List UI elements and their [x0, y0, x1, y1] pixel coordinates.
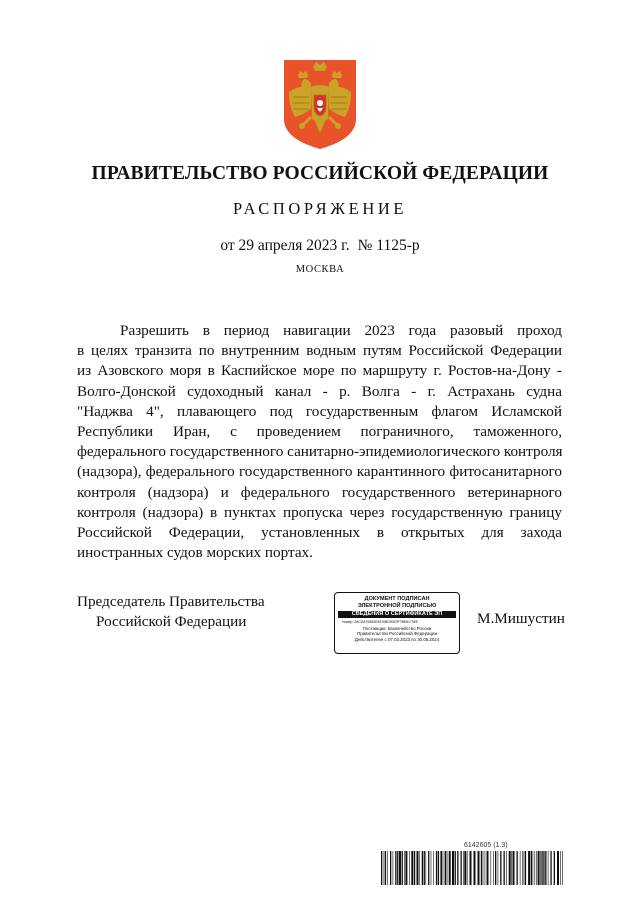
- body-line: (надзора), федерального государственного карантинного фитосанитарного: [77, 463, 562, 481]
- document-city: МОСКВА: [295, 264, 345, 275]
- signatory-name: М.Мишустин: [477, 610, 565, 627]
- stamp-serial: Номер: 2ACDA76983D5376BD90E9F7BE8179EE: [342, 620, 419, 624]
- body-line: иностранных судов морских портах.: [77, 544, 313, 562]
- body-line: контроля (надзора) и федерального государственного ветеринарного: [77, 483, 562, 501]
- stamp-heading: ДОКУМЕНТ ПОДПИСАН: [364, 596, 430, 602]
- body-line: в целях транзита по внутренним водным путям Российской Федерации: [77, 342, 562, 360]
- stamp-owner: Правительство Российской Федерации: [357, 631, 437, 637]
- electronic-signature-stamp: [334, 592, 460, 654]
- eagle-emblem-icon: [281, 57, 359, 151]
- body-line: контроля (надзора) в пунктах пропуска через государственную границу: [77, 503, 562, 521]
- stamp-issuer: Поставщик: Казначейство России: [362, 625, 432, 631]
- body-line: Российской Федерации, установленных в открытых для захода: [77, 524, 562, 542]
- body-line: "Наджва 4", плавающего под государственным флагом Исламской: [77, 402, 562, 420]
- signatory-title-line: Российской Федерации: [96, 613, 247, 630]
- stamp-heading: ЭЛЕКТРОННОЙ ПОДПИСЬЮ: [357, 602, 437, 609]
- stamp-certificate-banner: СВЕДЕНИЯ О СЕРТИФИКАТЕ ЭП: [338, 611, 456, 618]
- document-number: № 1125-р: [357, 237, 420, 254]
- signatory-title-line: Председатель Правительства: [77, 593, 265, 610]
- body-line: из Азовского моря в Каспийское море по маршруту г. Ростов-на-Дону -: [77, 362, 562, 380]
- document-title: ПРАВИТЕЛЬСТВО РОССИЙСКОЙ ФЕДЕРАЦИИ: [91, 163, 549, 184]
- body-line: федерального государственного санитарно-эпидемиологического контроля: [77, 443, 563, 461]
- stamp-validity: Действителен с 07.03.2023 по 30.05.2024: [354, 637, 440, 643]
- document-body: [77, 321, 562, 563]
- signatory-title: [77, 592, 265, 632]
- body-line: Разрешить в период навигации 2023 года разовый проход: [120, 322, 562, 339]
- body-line: Республики Иран, с проведением пограничного, таможенного,: [77, 423, 562, 441]
- document-type: РАСПОРЯЖЕНИЕ: [232, 199, 408, 218]
- coat-of-arms-emblem: [281, 57, 359, 151]
- barcode-icon: [381, 851, 564, 885]
- document-dateline: [0, 237, 640, 255]
- body-line: Волго-Донской судоходный канал - р. Волга - г. Астрахань судна: [77, 382, 562, 400]
- document-date: от 29 апреля 2023 г.: [220, 237, 350, 254]
- document-code: 6142605 (1.3): [464, 842, 508, 849]
